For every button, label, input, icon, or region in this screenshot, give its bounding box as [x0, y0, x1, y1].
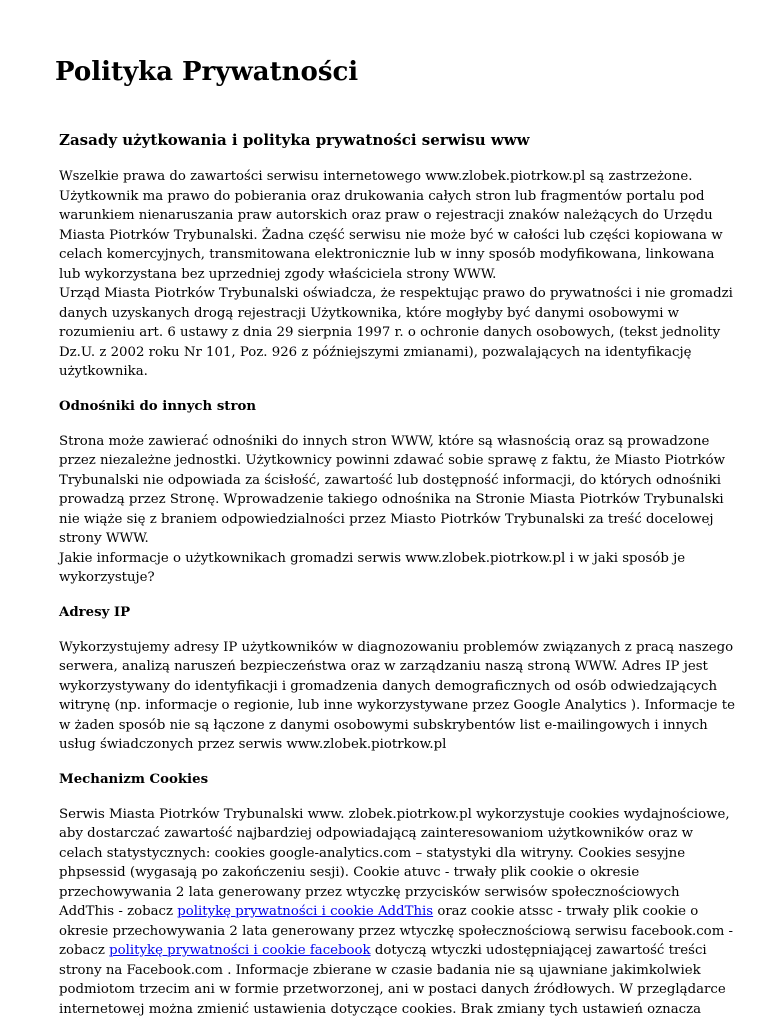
text-line: w żaden sposób nie są łączone z danymi osobowymi subskrybentów list e-mailingowych i innych	[59, 717, 708, 733]
text-line: serwera, analizą naruszeń bezpieczeństwa oraz w zarządzaniu naszą stroną WWW. Adres IP jest	[59, 659, 708, 674]
text-line: rozumieniu art. 6 ustawy z dnia 29 sierpnia 1997 r. o ochronie danych osobowych, (tekst jednolity	[59, 325, 721, 340]
text-line: Miasta Piotrków Trybunalski. Żadna część serwisu nie może być w całości lub części kopiowana w	[59, 227, 723, 243]
text-line: wykorzystuje?	[59, 570, 155, 585]
text-segment: dotyczą wtyczki udostępniającej zawartość treści	[370, 943, 707, 958]
text-line: Wszelkie prawa do zawartości serwisu internetowego www.zlobek.piotrkow.pl są zastrzeżone.	[59, 169, 693, 184]
text-line: internetowej można zmienić ustawienia dotyczące cookies. Brak zmiany tych ustawień oznacza	[59, 1001, 702, 1017]
text-segment: zobacz	[59, 943, 110, 958]
text-segment: oraz cookie atssc - trwały plik cookie o	[433, 904, 699, 919]
text-line: Dz.U. z 2002 roku Nr 101, Poz. 926 z późniejszymi zmianami), pozwalających na identyfikację	[59, 344, 692, 360]
text-line: danych uzyskanych drogą rejestracji Użytkownika, które mogłyby być danymi osobowymi w	[59, 305, 680, 321]
text-line: wykorzystywany do identyfikacji i gromadzenia danych demograficznych od osób odwiedzających	[59, 678, 718, 694]
section-title: Zasady użytkowania i polityka prywatności serwisu www	[59, 131, 530, 149]
text-segment: AddThis - zobacz	[59, 904, 178, 919]
text-line: Serwis Miasta Piotrków Trybunalski www. zlobek.piotrkow.pl wykorzystuje cookies wydajnościowe,	[59, 806, 730, 822]
text-line: nie wiąże się z braniem odpowiedzialności przez Miasto Piotrków Trybunalski za treść docelowej	[59, 511, 714, 527]
text-line: podmiotom trzecim ani w formie przetworzonej, ani w postaci danych źródłowych. W przeglądarce	[59, 982, 726, 997]
intro-paragraph	[59, 167, 733, 382]
text-line: warunkiem nienaruszania praw autorskich oraz praw o rejestracji znaków należących do Urzędu	[59, 208, 713, 223]
text-line: Jakie informacje o użytkownikach gromadzi serwis www.zlobek.piotrkow.pl i w jaki sposób je	[59, 550, 686, 566]
links-heading: Odnośniki do innych stron	[59, 398, 256, 414]
page-title: Polityka Prywatności	[55, 57, 359, 87]
text-line: prowadzą przez Stronę. Wprowadzenie takiego odnośnika na Stronie Miasta Piotrków Trybunalski	[59, 492, 724, 507]
text-line: strony na Facebook.com . Informacje zbierane w czasie badania nie są ujawniane jakimkolwiek	[59, 962, 701, 978]
links-paragraph	[59, 432, 729, 588]
text-line: celach komercyjnych, transmitowana elektronicznie lub w inny sposób modyfikowana, linkowana	[59, 247, 715, 262]
text-line: przez niezależne jednostki. Użytkownicy powinni zdawać sobie sprawę z faktu, że Miasto Piotrków	[59, 453, 726, 468]
facebook-privacy-link[interactable]: politykę prywatności i cookie facebook	[109, 943, 371, 958]
ip-heading: Adresy IP	[59, 604, 131, 620]
addthis-privacy-link[interactable]: politykę prywatności i cookie AddThis	[177, 904, 434, 919]
text-line: lub wykorzystana bez uprzedniej zgody właściciela strony WWW.	[59, 266, 497, 282]
text-line: usług świadczonych przez serwis www.zlobek.piotrkow.pl	[59, 737, 447, 752]
text-line: Strona może zawierać odnośniki do innych stron WWW, które są własnością oraz są prowadzone	[59, 433, 710, 449]
text-line: aby dostarczać zawartość najbardziej odpowiadającą zainteresowaniom użytkowników oraz w	[59, 826, 693, 841]
ip-paragraph	[59, 638, 735, 755]
text-line: phpsessid (wygasają po zakończeniu sesji). Cookie atuvc - trwały plik cookie o okresie	[59, 865, 640, 880]
text-line: użytkownika.	[59, 364, 148, 379]
cookies-heading: Mechanizm Cookies	[59, 771, 209, 787]
text-line: Trybunalski nie odpowiada za ścisłość, zawartość lub dostępność informacji, do których odnośniki	[59, 472, 721, 488]
text-line: Użytkownik ma prawo do pobierania oraz drukowania całych stron lub fragmentów portalu pod	[59, 188, 705, 204]
text-line: okresie przechowywania 2 lata generowany przez wtyczkę społecznościową serwisu facebook.com -	[59, 923, 734, 939]
text-line: celach statystycznych: cookies google-analytics.com – statystyki dla witryny. Cookies sesyjne	[59, 845, 686, 861]
text-line: strony WWW.	[59, 531, 149, 546]
cookies-paragraph	[59, 805, 734, 1020]
text-line: Wykorzystujemy adresy IP użytkowników w diagnozowaniu problemów związanych z pracą naszego	[59, 639, 734, 655]
text-line: Urząd Miasta Piotrków Trybunalski oświadcza, że respektując prawo do prywatności i nie gromadzi	[59, 286, 733, 301]
text-line: przechowywania 2 lata generowany przez wtyczkę przycisków serwisów społecznościowych	[59, 884, 680, 900]
text-line: witrynę (np. informacje o regionie, lub inne wykorzystywane przez Google Analytics ). Informacje te	[59, 698, 735, 713]
document-content	[59, 128, 735, 1034]
